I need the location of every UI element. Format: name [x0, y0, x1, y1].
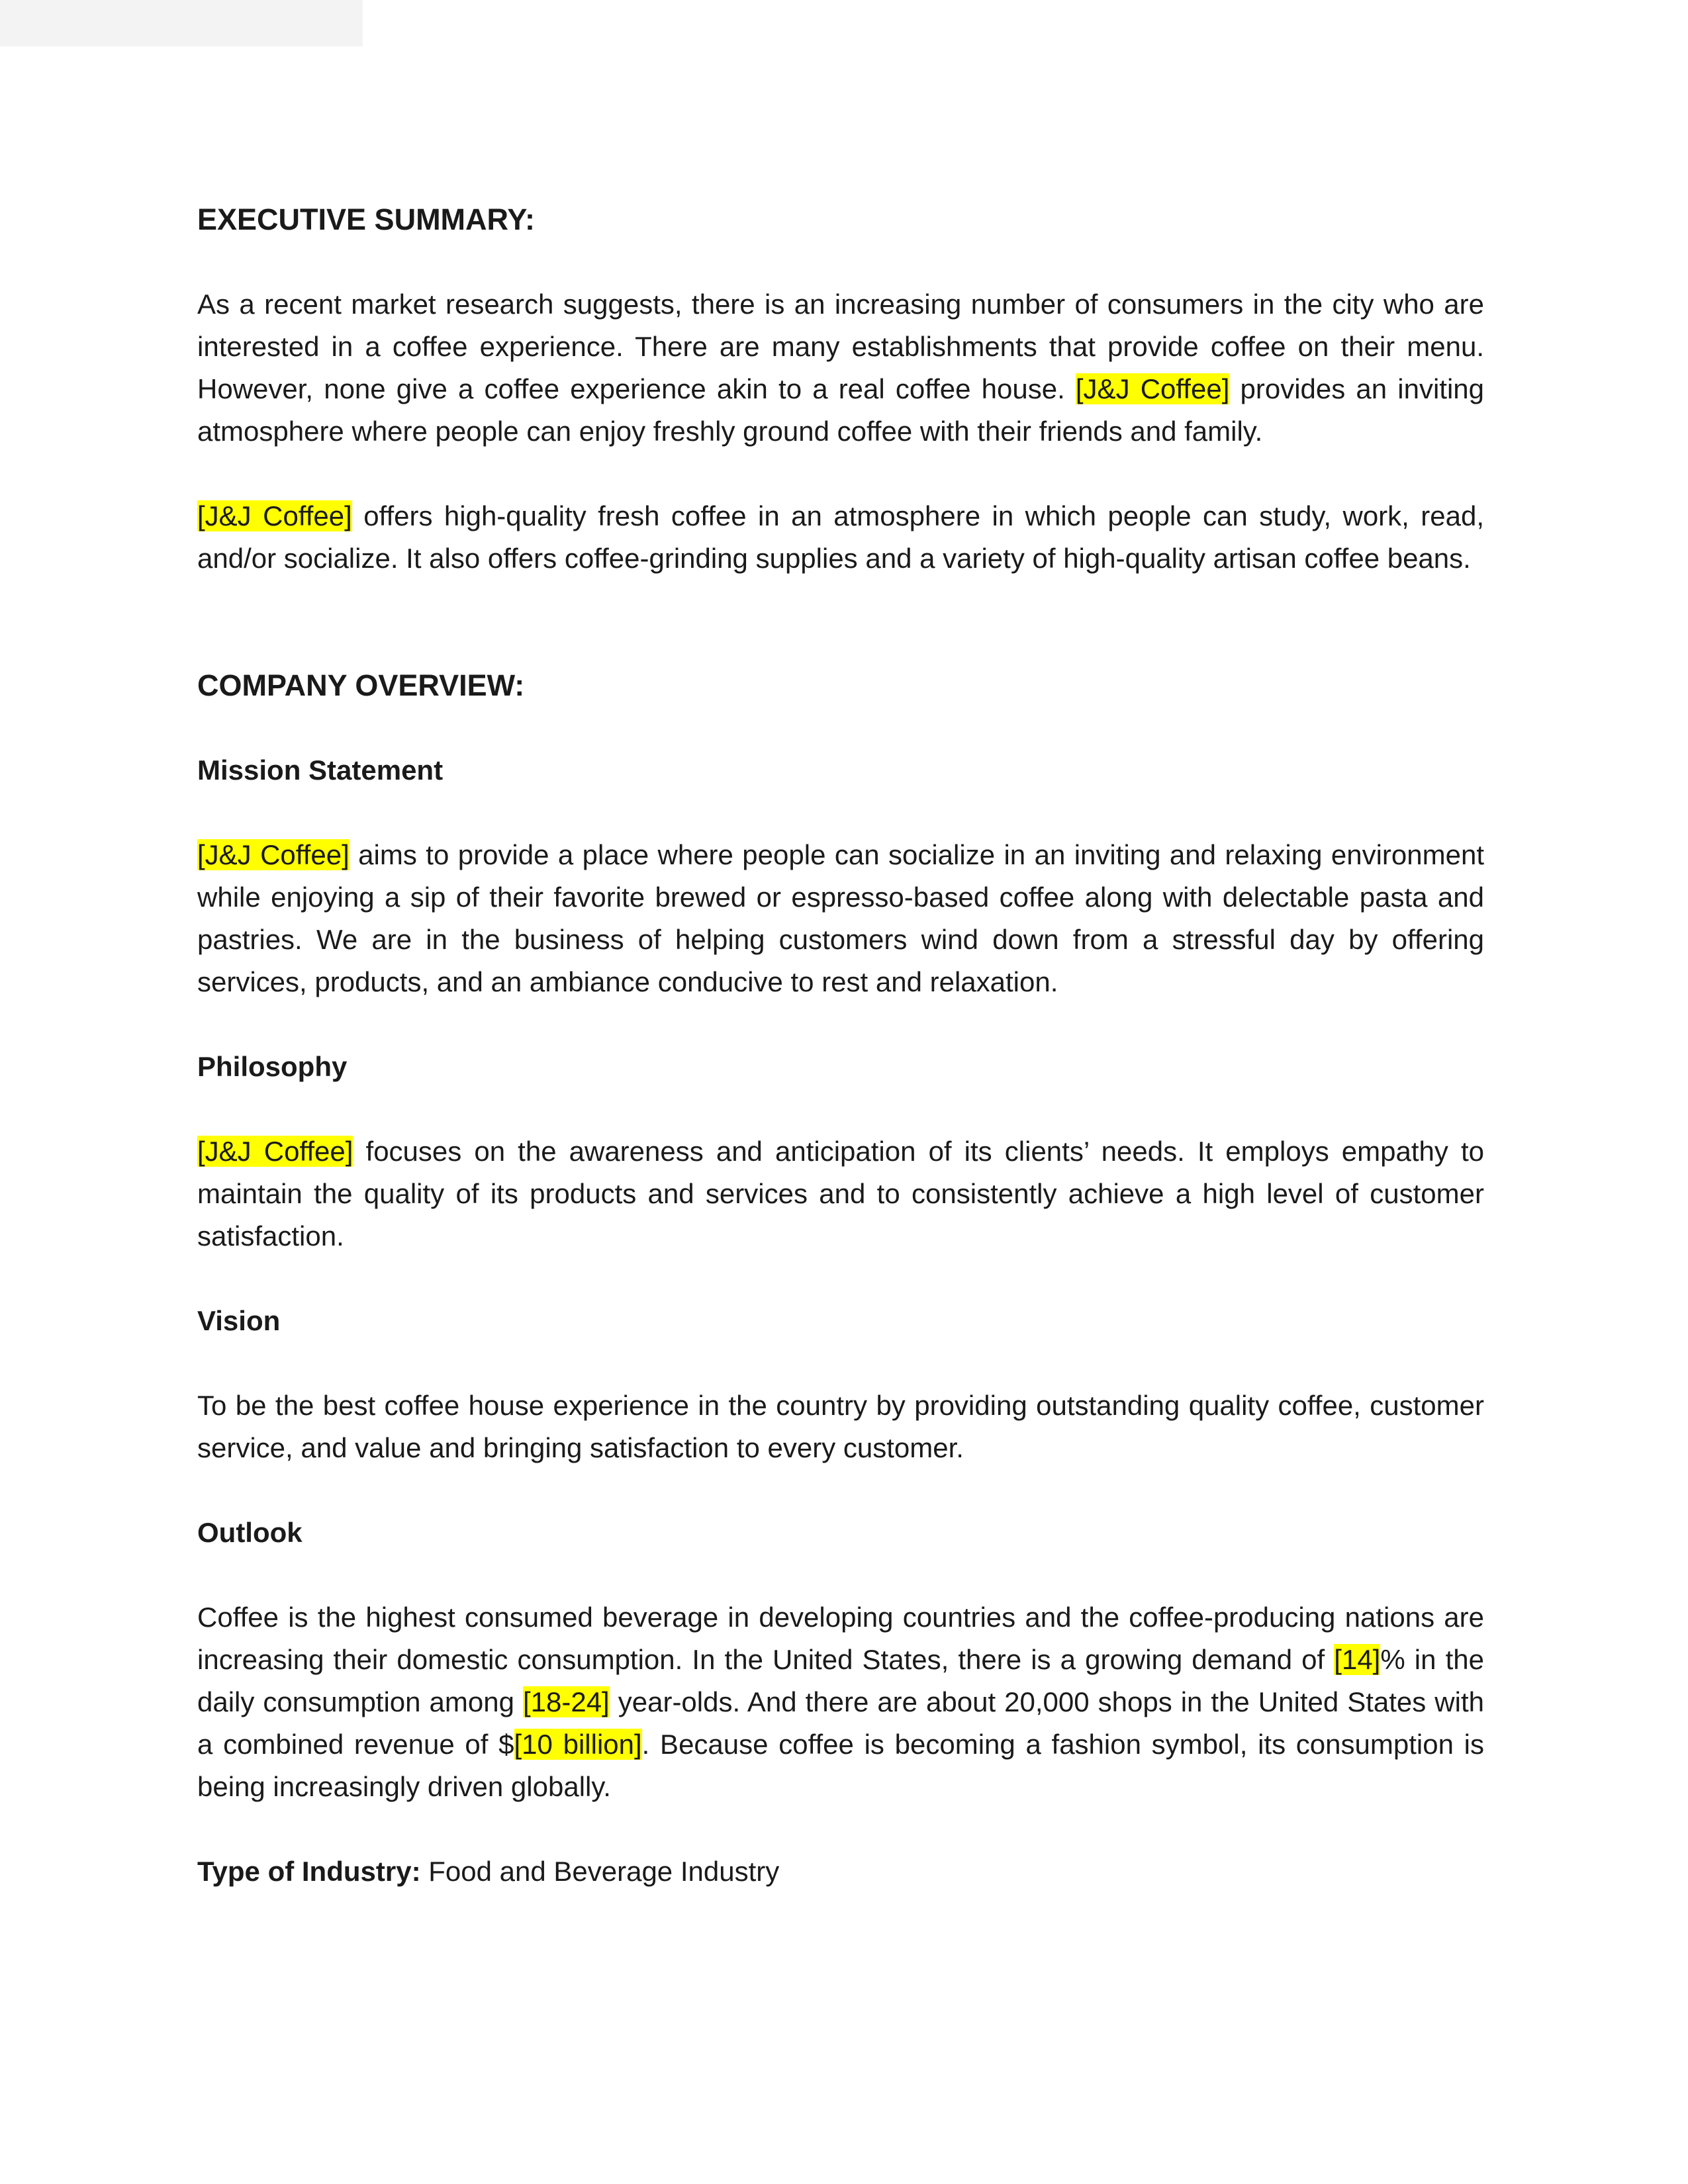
philosophy-heading: Philosophy — [197, 1051, 348, 1082]
paragraph-text: offers high-quality fresh coffee in an atmosphere in which people can study, work, read, and/or socialize. It also offers coffee-grinding supplies and a variety of high-quality artisan coffee beans. — [197, 500, 1484, 574]
paragraph-text: % in the daily consumption among — [197, 1644, 1484, 1717]
document-page — [197, 199, 1484, 1893]
highlighted-company-name: [J&J Coffee] — [197, 1136, 353, 1167]
spacer — [197, 1257, 1484, 1300]
highlighted-company-name: [J&J Coffee] — [197, 500, 352, 531]
vision-paragraph: To be the best coffee house experience in the country by providing outstanding quality coffee, customer service, and value and bringing satisfaction to every customer. — [197, 1390, 1484, 1463]
highlighted-age-range: [18-24] — [522, 1686, 610, 1717]
corner-tab — [0, 0, 363, 46]
highlighted-company-name: [J&J Coffee] — [197, 839, 350, 870]
type-of-industry-value: Food and Beverage Industry — [420, 1856, 780, 1887]
highlighted-company-name: [J&J Coffee] — [1075, 373, 1230, 404]
type-of-industry-line — [197, 1850, 1484, 1893]
executive-summary-paragraph-2 — [197, 495, 1484, 580]
spacer — [197, 1088, 1484, 1130]
paragraph-text: . Because coffee is becoming a fashion symbol, its consumption is being increasingly driven globally. — [197, 1729, 1484, 1802]
executive-summary-heading: EXECUTIVE SUMMARY: — [197, 203, 536, 236]
spacer — [197, 1808, 1484, 1850]
philosophy-paragraph — [197, 1130, 1484, 1257]
paragraph-text: provides an inviting atmosphere where people can enjoy freshly ground coffee with their friends and family. — [197, 373, 1484, 447]
spacer — [197, 1554, 1484, 1596]
paragraph-text: focuses on the awareness and anticipation of its clients’ needs. It employs empathy to maintain the quality of its products and services and to consistently achieve a high level of customer satisfaction. — [197, 1136, 1484, 1251]
executive-summary-paragraph-1 — [197, 283, 1484, 453]
outlook-heading: Outlook — [197, 1517, 303, 1548]
company-overview-heading: COMPANY OVERVIEW: — [197, 668, 525, 702]
spacer — [197, 1342, 1484, 1385]
spacer — [197, 580, 1484, 664]
highlighted-revenue: [10 billion] — [514, 1729, 642, 1760]
highlighted-growth-percent: [14] — [1334, 1644, 1381, 1675]
paragraph-text: As a recent market research suggests, there is an increasing number of consumers in the city who are interested in a coffee experience. There are many establishments that provide coffee on their menu. However, none give a coffee experience akin to a real coffee house. — [197, 289, 1484, 404]
mission-statement-paragraph — [197, 834, 1484, 1003]
vision-heading: Vision — [197, 1305, 281, 1336]
spacer — [197, 792, 1484, 834]
spacer — [197, 453, 1484, 495]
spacer — [197, 707, 1484, 749]
outlook-paragraph — [197, 1596, 1484, 1808]
spacer — [197, 1003, 1484, 1046]
paragraph-text: year-olds. And there are about 20,000 shops in the United States with a combined revenue of $ — [197, 1686, 1484, 1760]
spacer — [197, 241, 1484, 283]
paragraph-text: aims to provide a place where people can socialize in an inviting and relaxing environment while enjoying a sip of their favorite brewed or espresso-based coffee along with delectable pasta and pastries. We are in the business of helping customers wind down from a stressful day by offering services, products, and an ambiance conducive to rest and relaxation. — [197, 839, 1484, 997]
mission-statement-heading: Mission Statement — [197, 754, 444, 786]
spacer — [197, 1469, 1484, 1512]
type-of-industry-label: Type of Industry: — [197, 1856, 421, 1887]
paragraph-text: Coffee is the highest consumed beverage in developing countries and the coffee-producing nations are increasing their domestic consumption. In the United States, there is a growing demand of — [197, 1602, 1484, 1675]
